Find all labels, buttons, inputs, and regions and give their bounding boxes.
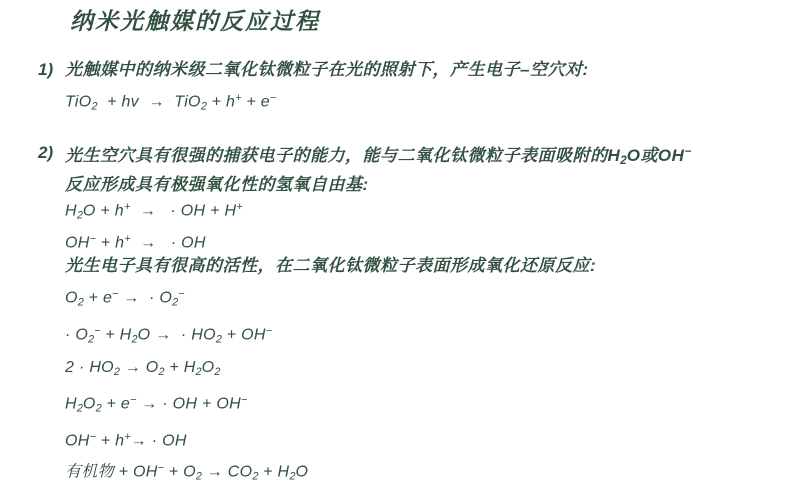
item-2-content (65, 141, 792, 488)
list-item-1 (38, 58, 792, 116)
formula-organic-oxidation: 有机物 + $OH^- + O_2 \to CO_2 + H_2O$ (65, 462, 309, 483)
formula-peroxide-electron: $H_2O_2 + e^-$ → · OH + OH− (65, 394, 248, 415)
formula-superoxide-water: · $O_2^- + H_2O$ → · $HO_2 + OH^-$ (65, 324, 273, 346)
formula-hole-hydroxide: OH− + h+ → · OH (65, 232, 206, 252)
formula-hole-water: $H_2O + h^+$ → · OH + H+ (65, 201, 243, 222)
page-title: 纳米光触媒的反应过程 (70, 8, 320, 34)
item-2-number: 2) (38, 143, 54, 163)
item-2-text-line-2: 反应形成具有极强氧化性的氢氧自由基: (65, 175, 369, 195)
item-2-text-line-3: 光生电子具有很高的活性，在二氧化钛微粒子表面形成氧化还原反应: (65, 256, 597, 276)
formula-hydroxide-hole: OH− + h+→ · OH (65, 430, 187, 450)
item-2-text-line-1: 光生空穴具有很强的捕获电子的能力，能与二氧化钛微粒子表面吸附的$H_2O$或OH− (65, 146, 692, 168)
formula-photoexcitation: TiO$_2$ + hv → TiO$_2$ + h+ + e− (65, 92, 277, 113)
formula-peroxide-formation: $2 \cdot HO_2 \to O_2 + H_2O_2$ (65, 359, 221, 379)
item-1-number: 1) (38, 60, 54, 79)
item-1-text: 光触媒中的纳米级二氧化钛微粒子在光的照射下，产生电子–空穴对: (65, 60, 589, 79)
item-1-content (65, 58, 792, 116)
list-item-2 (38, 141, 792, 488)
formula-oxygen-electron: $O_2 + e^-$ → · $O_2^-$ (65, 288, 185, 309)
